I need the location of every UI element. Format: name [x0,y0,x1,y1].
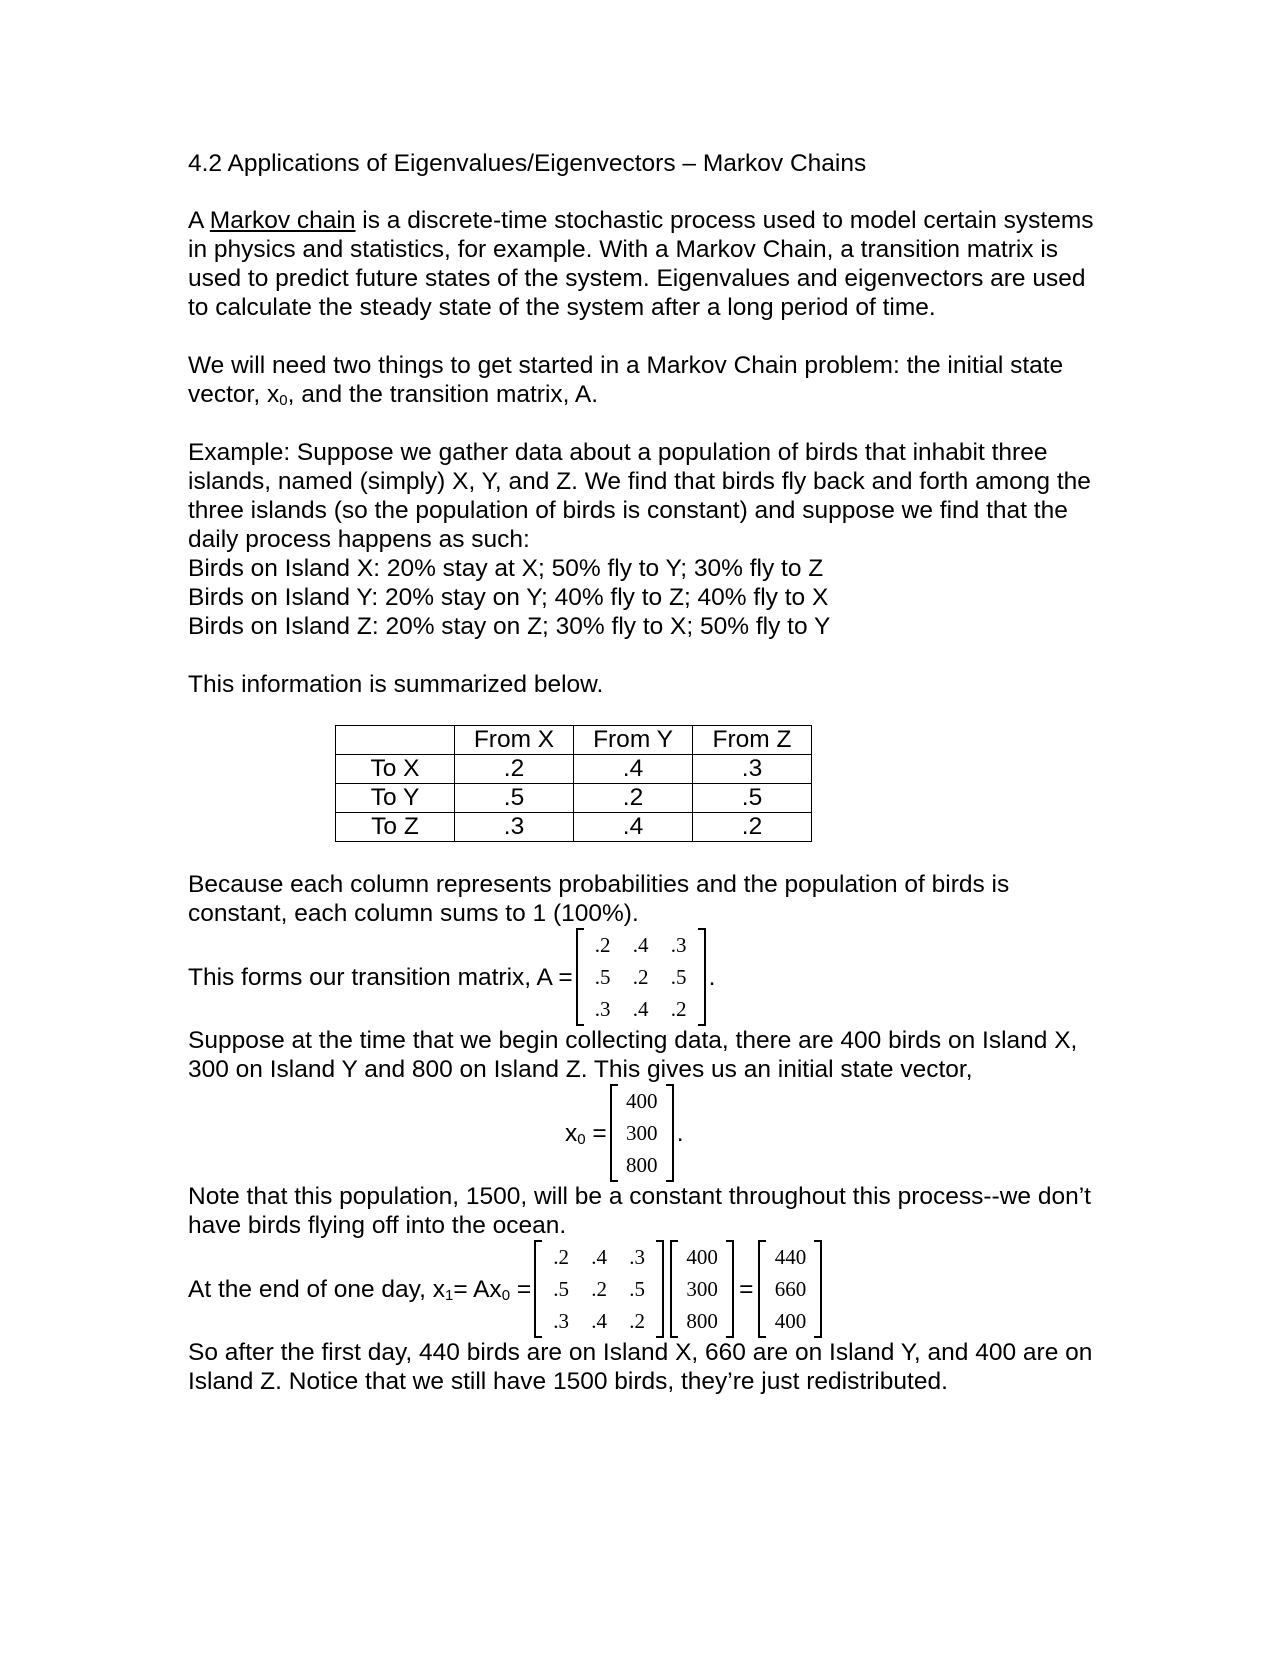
intro-article: A [188,207,210,234]
matrix-a-entry: .3 [629,1245,646,1269]
table-cell: .2 [455,755,574,784]
day1-mid: = Ax [453,1275,502,1303]
day1-equals: = [510,1275,532,1303]
x0-line [565,1084,1108,1182]
x1-subscript: 1 [444,1286,454,1304]
markov-chain-term: Markov chain [209,207,356,234]
table-header-cell [336,726,455,755]
example-paragraph: Example: Suppose we gather data about a population of birds that inhabit three islands, named (simply) X, Y, and Z. We find that birds fly back and forth among the three islands (so the population of birds is constant) and suppose we find that the daily process happens as such: [188,439,1091,553]
matrix-a-entry: .2 [594,933,611,957]
summary-text: This information is summarized below. [188,671,604,698]
intro-rest: is a discrete-time stochastic process used to model certain systems in physics and statistics, for example. With a Markov Chain, a transition matrix is used to predict future states of the system. Eigenvalues and eigenvectors are used to calculate the steady state of the system after a long period of time. [188,207,1094,321]
page-title: 4.2 Applications of Eigenvalues/Eigenvectors – Markov Chains [188,150,867,177]
transition-matrix-line [188,928,1108,1026]
intro-paragraph [188,206,1108,322]
vector-x0-entry: 300 [686,1277,718,1301]
table-cell: To Z [336,813,455,842]
matrix-a-entry: .5 [670,965,687,989]
vector-x1-entry: 400 [774,1309,807,1333]
matrix-a-entry: .5 [553,1277,570,1301]
needs-post: , and the transition matrix, A. [287,381,599,408]
table-cell: To X [336,755,455,784]
matrix-a-entry: .3 [553,1309,570,1333]
vector-x1 [758,1240,822,1338]
x0-subscript: 0 [577,1130,586,1148]
vector-x0-entry: 800 [686,1309,718,1333]
matrix-a-entry: .3 [670,933,687,957]
vector-x1-entry: 440 [774,1245,807,1269]
because-paragraph: Because each column represents probabilities and the population of birds is constant, each column sums to 1 (100%). [188,871,1010,927]
x0-var: x [565,1119,578,1147]
period: . [676,1119,684,1147]
vector-x0 [610,1084,674,1182]
table-header-row [336,726,812,755]
table-cell: .5 [693,784,812,813]
table-row [336,784,812,813]
island-z-line: Birds on Island Z: 20% stay on Z; 30% fly to X; 50% fly to Y [188,613,831,640]
table-cell: .2 [574,784,693,813]
matrix-a-entry: .4 [632,933,649,957]
matrix-a-entry: .5 [629,1277,646,1301]
note-paragraph: Note that this population, 1500, will be a constant throughout this process--we don’t have birds flying off into the ocean. [188,1183,1091,1239]
table-cell: To Y [336,784,455,813]
table-header-cell: From X [455,726,574,755]
matrix-a-entry: .4 [632,997,649,1021]
table-cell: .3 [693,755,812,784]
day1-pre: At the end of one day, x [188,1275,445,1303]
vector-x0-product [670,1240,734,1338]
matrix-a-entry: .2 [670,997,687,1021]
matrix-a-entry: .2 [632,965,649,989]
matrix-a-entry: .3 [594,997,611,1021]
day1-line [188,1240,1108,1338]
table-row [336,755,812,784]
after-paragraph: So after the first day, 440 birds are on Island X, 660 are on Island Y, and 400 are on Island Z. Notice that we still have 1500 birds, they’re just redistributed. [188,1339,1093,1395]
x0-subscript: 0 [501,1286,511,1304]
needs-pre: We will need two things to get started in a Markov Chain problem: the initial state vector, x [188,352,1064,408]
island-y-line: Birds on Island Y: 20% stay on Y; 40% fly to Z; 40% fly to X [188,584,829,611]
table-cell: .4 [574,755,693,784]
transition-table [335,725,812,842]
table-cell: .3 [455,813,574,842]
matrix-a-product [534,1240,664,1338]
island-x-line: Birds on Island X: 20% stay at X; 50% fly to Y; 30% fly to Z [188,555,824,582]
vector-x0-entry: 400 [686,1245,718,1269]
period: . [708,963,716,991]
equals-sign: = [739,1275,754,1303]
suppose-paragraph: Suppose at the time that we begin collecting data, there are 400 birds on Island X, 300 on Island Y and 800 on Island Z. This gives us an initial state vector, [188,1027,1078,1083]
table-cell: .2 [693,813,812,842]
x0-label [565,1119,607,1148]
matrix-a-entry: .4 [591,1309,608,1333]
table-header-cell: From Y [574,726,693,755]
matrix-a-entry: .4 [591,1245,608,1269]
day1-label [188,1275,531,1304]
transition-label: This forms our transition matrix, A = [188,963,573,991]
matrix-a-entry: .2 [629,1309,646,1333]
matrix-a-entry: .2 [591,1277,608,1301]
table-cell: .4 [574,813,693,842]
document-page [188,149,1108,1396]
vector-x0-entry: 300 [625,1121,658,1145]
vector-x0-entry: 400 [625,1089,658,1113]
table-cell: .5 [455,784,574,813]
matrix-a-entry: .2 [553,1245,570,1269]
matrix-a-entry: .5 [594,965,611,989]
needs-paragraph [188,351,1108,409]
x0-equals: = [585,1119,607,1147]
vector-x0-entry: 800 [625,1153,658,1177]
vector-x1-entry: 660 [774,1277,807,1301]
table-header-cell: From Z [693,726,812,755]
matrix-a [576,928,706,1026]
table-row [336,813,812,842]
needs-subscript: 0 [279,392,288,409]
